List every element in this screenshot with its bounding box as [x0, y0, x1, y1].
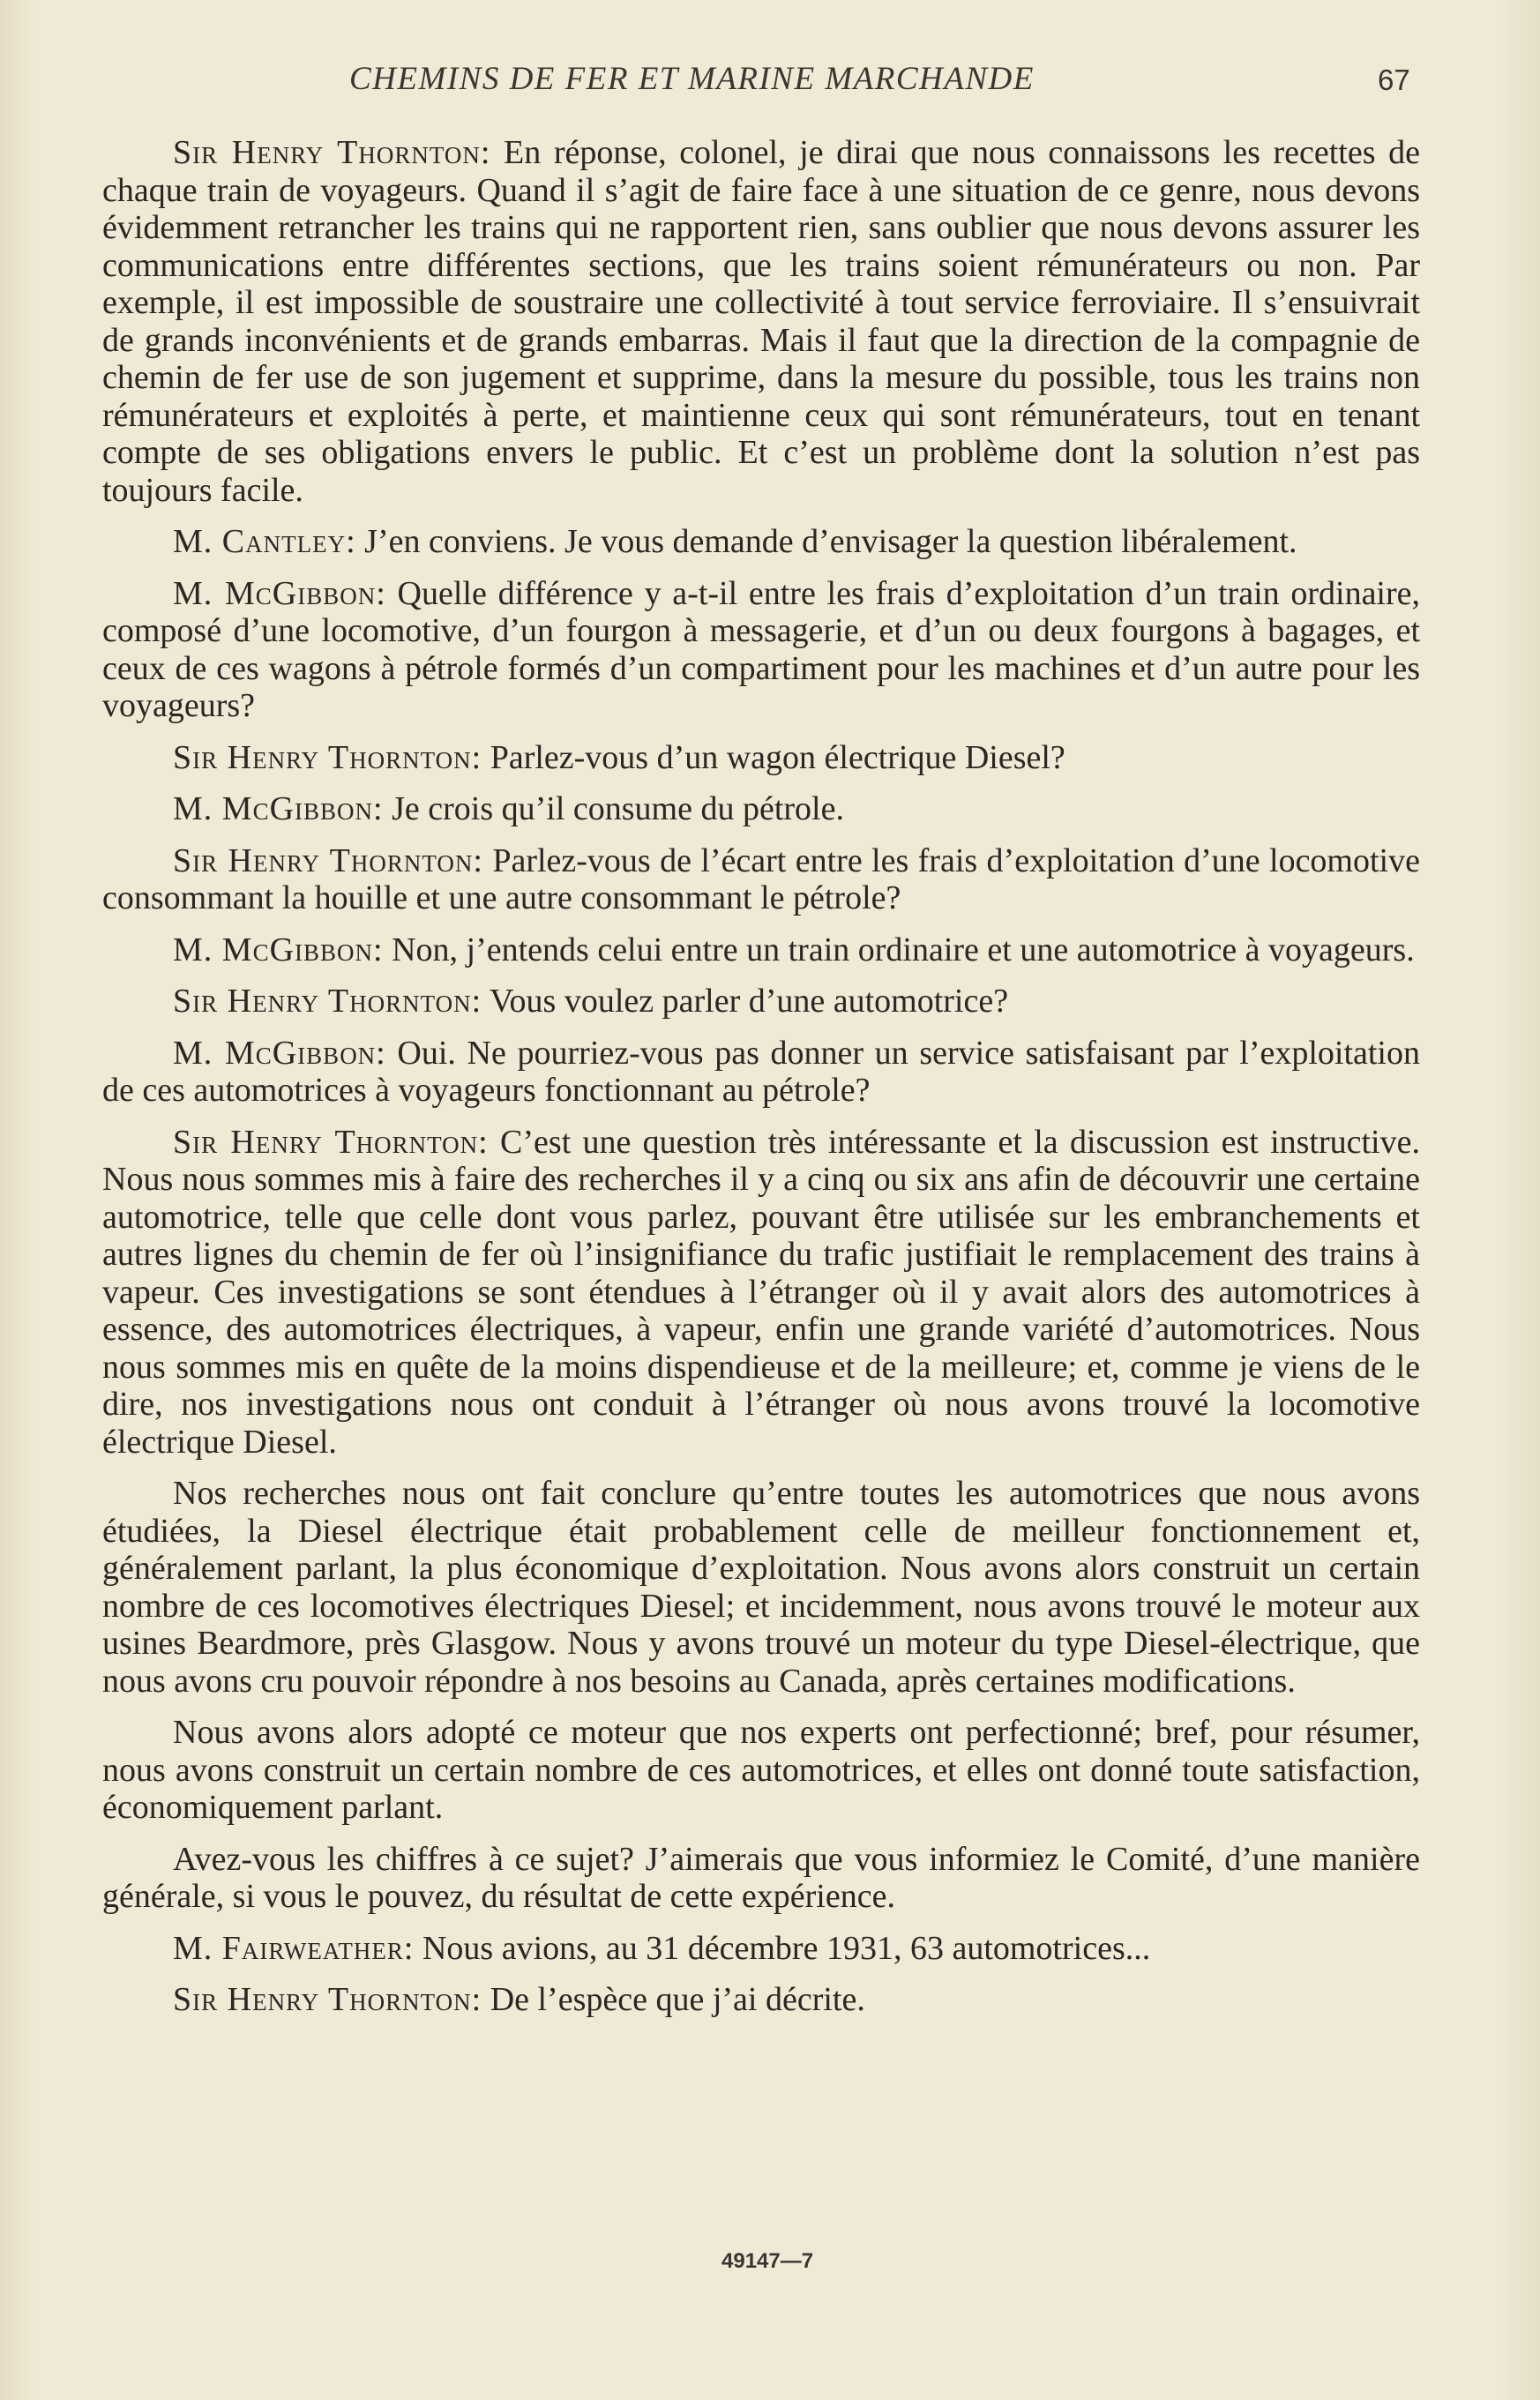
speaker-name: Sir Henry Thornton: [173, 841, 483, 879]
paragraph [102, 523, 1420, 561]
speaker-name: M. McGibbon: [173, 790, 384, 827]
paragraph-text: Non, j’entends celui entre un train ordinaire et une automotrice à voyageurs. [383, 931, 1415, 968]
paragraph-text: J’en conviens. Je vous demande d’envisager la question libéralement. [355, 523, 1297, 560]
body-text [102, 134, 1420, 2033]
paragraph-text: Oui. Ne pourriez-vous pas donner un service satisfaisant par l’exploitation de ces automotrices à voyageurs fonctionnant au pétrole? [102, 1034, 1420, 1109]
page-number: 67 [1378, 64, 1410, 96]
speaker-name: Sir Henry Thornton: [173, 1981, 482, 2018]
paragraph-text: Parlez-vous d’un wagon électrique Diesel? [482, 738, 1065, 776]
paragraph [102, 1930, 1420, 1968]
paragraph-text: Nous avons alors adopté ce moteur que nos experts ont perfectionné; bref, pour résumer, nous avons construit un certain nombre de ces automotrices, et elles ont donné toute satisfaction, économiquement parlant. [102, 1714, 1420, 1826]
paragraph-text: Vous voulez parler d’une automotrice? [482, 983, 1009, 1020]
speaker-name: Sir Henry Thornton: [173, 1123, 489, 1161]
paragraph [102, 1981, 1420, 2019]
paragraph-text: Avez-vous les chiffres à ce sujet? J’aimerais que vous informiez le Comité, d’une manière générale, si vous le pouvez, du résultat de cette expérience. [102, 1840, 1420, 1915]
speaker-name: M. Fairweather: [173, 1929, 415, 1967]
paragraph [102, 1714, 1420, 1827]
paragraph-text: Quelle différence y a-t-il entre les frais d’exploitation d’un train ordinaire, composé d’une locomotive, d’un fourgon à messagerie, et d’un ou deux fourgons à bagages, et ceux de ces wagons à pétrole formés d’un compartiment pour les machines et d’un autre pour les voyageurs? [102, 574, 1421, 724]
paragraph [102, 1124, 1420, 1462]
speaker-name: M. Cantley: [173, 523, 356, 560]
paragraph [102, 931, 1420, 969]
paragraph [102, 575, 1420, 725]
paragraph [102, 1841, 1420, 1916]
speaker-name: M. McGibbon: [173, 931, 384, 968]
paragraph [102, 842, 1420, 917]
printer-signature: 49147—7 [721, 2249, 814, 2273]
paragraph [102, 1035, 1420, 1110]
paragraph-text: Nos recherches nous ont fait conclure qu’entre toutes les automotrices que nous avons étudiées, la Diesel électrique était probablement celle de meilleur fonctionnement et, généralement parlant, la plus économique d’exploitation. Nous avons alors construit un certain nombre de ces locomotives électriques Diesel; et incidemment, nous avons trouvé le moteur aux usines Beardmore, près Glasgow. Nous y avons trouvé un moteur du type Diesel-électrique, que nous avons cru pouvoir répondre à nos besoins au Canada, après certaines modifications. [102, 1475, 1420, 1700]
paragraph [102, 1475, 1420, 1700]
paragraph-text: De l’espèce que j’ai décrite. [482, 1981, 865, 2018]
speaker-name: Sir Henry Thornton: [173, 738, 482, 776]
paragraph-text: En réponse, colonel, je dirai que nous connaissons les recettes de chaque train de voyageurs. Quand il s’agit de faire face à une situation de ce genre, nous devons évidemment retrancher les trains qui ne rapportent rien, sans oublier que nous devons assurer les communications entre différentes sections, que les trains soient rémunérateurs ou non. Par exemple, il est impossible de soustraire une collectivité à tout service ferroviaire. Il s’ensuivrait de grands inconvénients et de grands embarras. Mais il faut que la direction de la compagnie de chemin de fer use de son jugement et supprime, dans la mesure du possible, tous les trains non rémunérateurs et exploités à perte, et maintienne ceux qui sont rémunérateurs, tout en tenant compte de ses obligations envers le public. Et c’est un problème dont la solution n’est pas toujours facile. [102, 134, 1421, 509]
paragraph [102, 790, 1420, 828]
paragraph [102, 983, 1420, 1021]
paragraph [102, 739, 1420, 777]
speaker-name: M. McGibbon: [173, 574, 386, 612]
speaker-name: Sir Henry Thornton: [173, 134, 491, 171]
speaker-name: Sir Henry Thornton: [173, 983, 482, 1020]
running-title: CHEMINS DE FER ET MARINE MARCHANDE [349, 61, 1035, 97]
paragraph-text: Nous avions, au 31 décembre 1931, 63 automotrices... [414, 1929, 1151, 1967]
paragraph-text: C’est une question très intéressante et la discussion est instructive. Nous nous sommes mis à faire des recherches il y a cinq ou six ans afin de découvrir une certaine automotrice, telle que celle dont vous parlez, pouvant être utilisée sur les embranchements et autres lignes du chemin de fer où l’insignifiance du trafic justifiait le remplacement des trains à vapeur. Ces investigations se sont étendues à l’étranger où il y avait alors des automotrices à essence, des automotrices électriques, à vapeur, enfin une grande variété d’automotrices. Nous nous sommes mis en quête de la moins dispendieuse et de la meilleure; et, comme je viens de le dire, nos investigations nous ont conduit à l’étranger où nous avons trouvé la locomotive électrique Diesel. [102, 1123, 1420, 1461]
paragraph [102, 134, 1420, 509]
paragraph-text: Je crois qu’il consume du pétrole. [383, 790, 844, 827]
speaker-name: M. McGibbon: [173, 1034, 386, 1072]
paragraph-text: Parlez-vous de l’écart entre les frais d’exploitation d’une locomotive consommant la houille et une autre consommant le pétrole? [102, 841, 1420, 916]
